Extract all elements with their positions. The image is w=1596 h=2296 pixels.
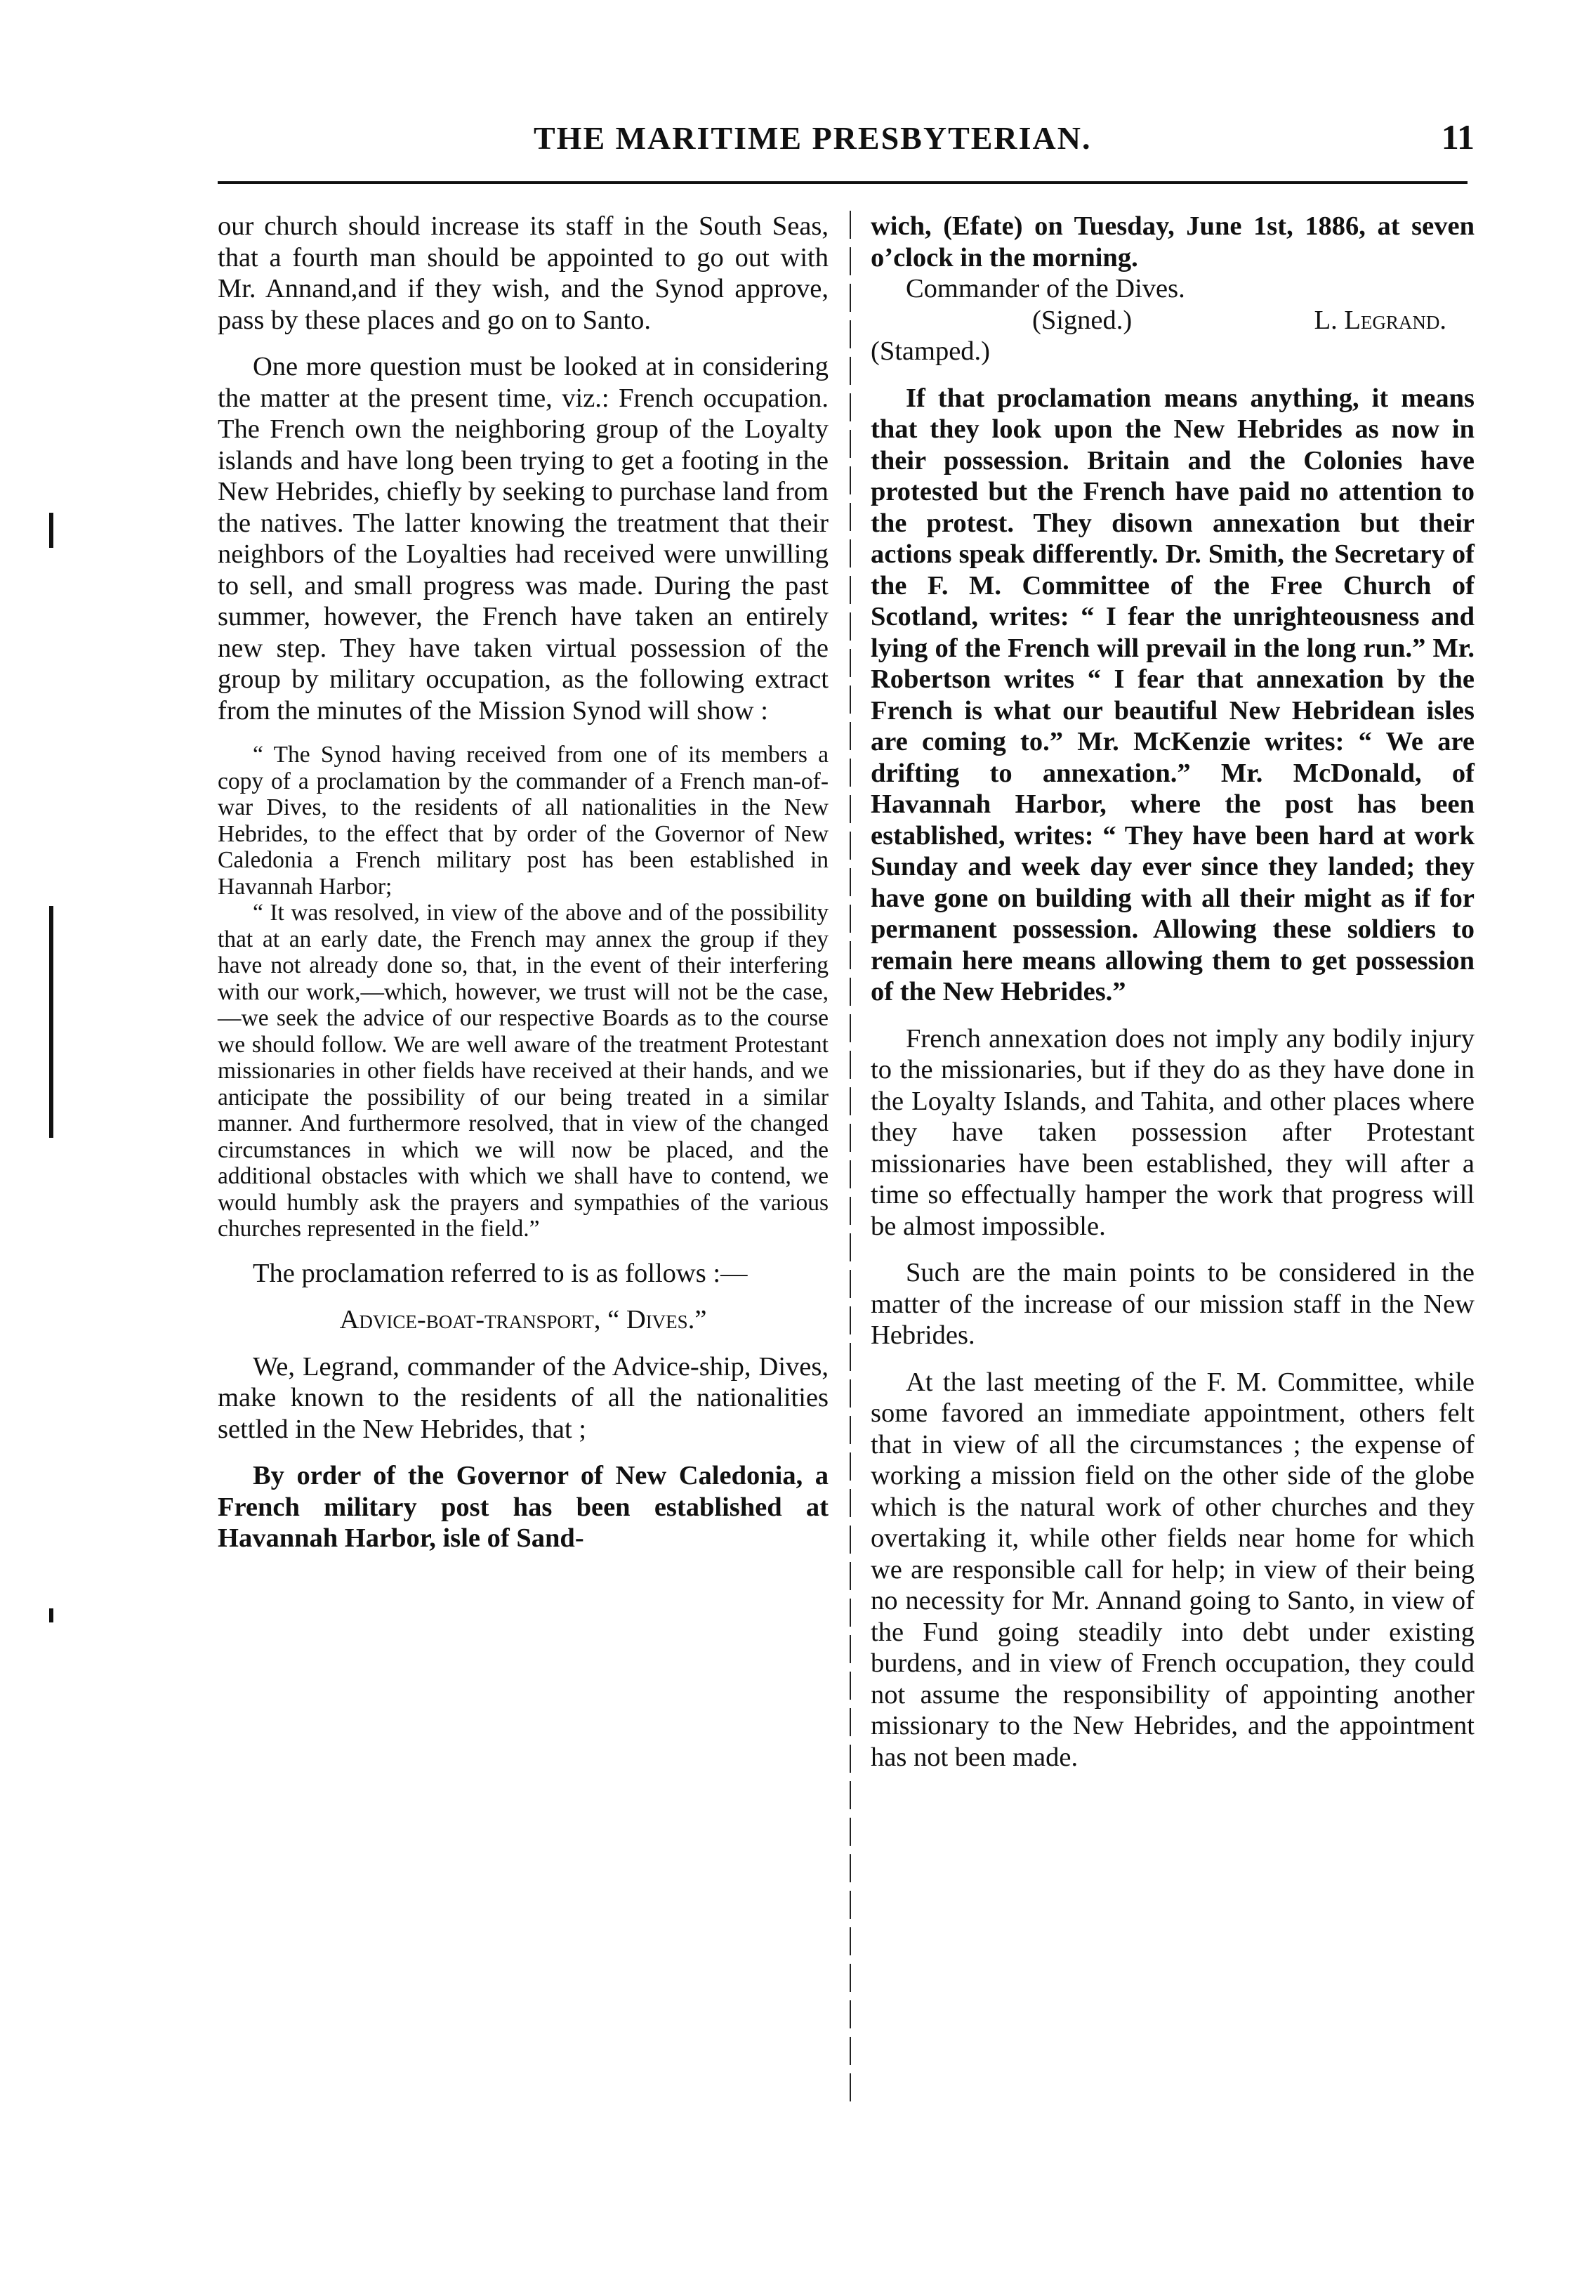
paragraph: One more question must be looked at in considering the matter at the present time, viz.: French occupation. The French own the neighboring group of the Loyalty islands and have long been trying to get a footing in the New Hebrides, chiefly by seeking to purchase land from the natives. The latter knowing the treatment that their neighbors of the Loyalties had received were unwilling to sell, and small progress was made. During the past summer, however, the French have taken an entirely new step. They have taken virtual possession of the group by military occupation, as the following extract from the minutes of the Mission Synod will show : <box>218 352 829 726</box>
stamped-label: (Stamped.) <box>871 336 990 366</box>
paragraph: By order of the Governor of New Caledonia, a French military post has been established at Havannah Harbor, isle of Sand- <box>218 1461 829 1553</box>
signatory-name: L. Legrand. <box>1314 305 1446 335</box>
quoted-resolution: “ The Synod having received from one of its members a copy of a proclamation by the commander of a French man-of-war Dives, to the residents of all nationalities in the New Hebrides, to the effect that by order of the Governor of New Caledonia a French military post has been established in Havannah Harbor; <box>218 742 829 900</box>
quoted-resolution: “ It was resolved, in view of the above and of the possibility that at an early date, the French may annex the group if they have not already done so, that, in the event of their interfering with our work,—which, however, we trust will not be the case,—we seek the advice of our respective Boards as to the course we should follow. We are well aware of the treatment Protestant missionaries in other fields have received at their hands, and we anticipate the possibility of our being treated in a similar manner. And furthermore resolved, that in view of the changed circumstances in which we will now be placed, and the additional obstacles with which we shall have to contend, we would humbly ask the prayers and sympathies of the various churches represented in the field.” <box>218 900 829 1242</box>
page-number: 11 <box>1441 117 1475 157</box>
paragraph: At the last meeting of the F. M. Committee, while some favored an immediate appointment, others felt that in view of all the circumstances ; the expense of working a mission field on the other side of the globe which is the natural work of other churches and they overtaking it, while other fields near home for which we are responsible call for help; in view of their being no necessity for Mr. Annand going to Santo, in view of the Fund going steadily into debt under existing burdens, and in view of French occupation, they could not assume the responsibility of appointing another missionary to the New Hebrides, and the appointment has not been made. <box>871 1367 1475 1772</box>
paragraph: If that proclamation means anything, it means that they look upon the New Hebrides as now in their possession. Britain and the Colonies have protested but the French have paid no attention to the protest. They disown annexation but their actions speak differently. Dr. Smith, the Secretary of the F. M. Committee of the Free Church of Scotland, writes: “ I fear the unrighteousness and lying of the French will prevail in the long run.” Mr. Robertson writes “ I fear that annexation by the French is what our beautiful New Hebridean isles are coming to.” Mr. McKenzie writes: “ We are drifting to annexation.” Mr. McDonald, of Havannah Harbor, where the post has been established, writes: “ They have been hard at work Sunday and week day ever since they landed; they have gone on building with all their might as if for permanent possession. Allowing these soldiers to remain here means allowing them to get possession of the New Hebrides.” <box>871 383 1475 1006</box>
paragraph: wich, (Efate) on Tuesday, June 1st, 1886, at seven o’clock in the morning. <box>871 211 1475 273</box>
margin-mark <box>49 906 53 1138</box>
commander-line: Commander of the Dives. <box>906 274 1185 303</box>
signed-label: (Signed.) <box>1032 305 1133 335</box>
page-header <box>211 112 1475 169</box>
proclamation-heading: Advice-boat-transport, “ Dives.” <box>339 1305 707 1334</box>
paragraph: French annexation does not imply any bodily injury to the missionaries, but if they do as they have done in the Loyalty Islands, and Tahita, and other places where they have taken possession after Protestant missionaries have been established, they will after a time so effectually hamper the work that progress will be almost impossible. <box>871 1023 1475 1241</box>
column-divider <box>850 211 851 2107</box>
paragraph: The proclamation referred to is as follows :— <box>253 1258 748 1288</box>
margin-mark <box>49 1608 53 1622</box>
left-column <box>218 211 829 1554</box>
signature-line <box>871 305 1475 336</box>
paragraph: Such are the main points to be considered in the matter of the increase of our mission staff in the New Hebrides. <box>871 1258 1475 1350</box>
paragraph: our church should increase its staff in the South Seas, that a fourth man should be appointed to go out with Mr. Annand,and if they wish, and the Synod approve, pass by these places and go on to Santo. <box>218 211 829 335</box>
margin-mark <box>49 513 53 548</box>
right-column <box>871 211 1475 1773</box>
paragraph: We, Legrand, commander of the Advice-ship, Dives, make known to the residents of all the nationalities settled in the New Hebrides, that ; <box>218 1351 829 1444</box>
header-rule <box>218 181 1468 184</box>
publication-title: THE MARITIME PRESBYTERIAN. <box>534 120 1092 156</box>
